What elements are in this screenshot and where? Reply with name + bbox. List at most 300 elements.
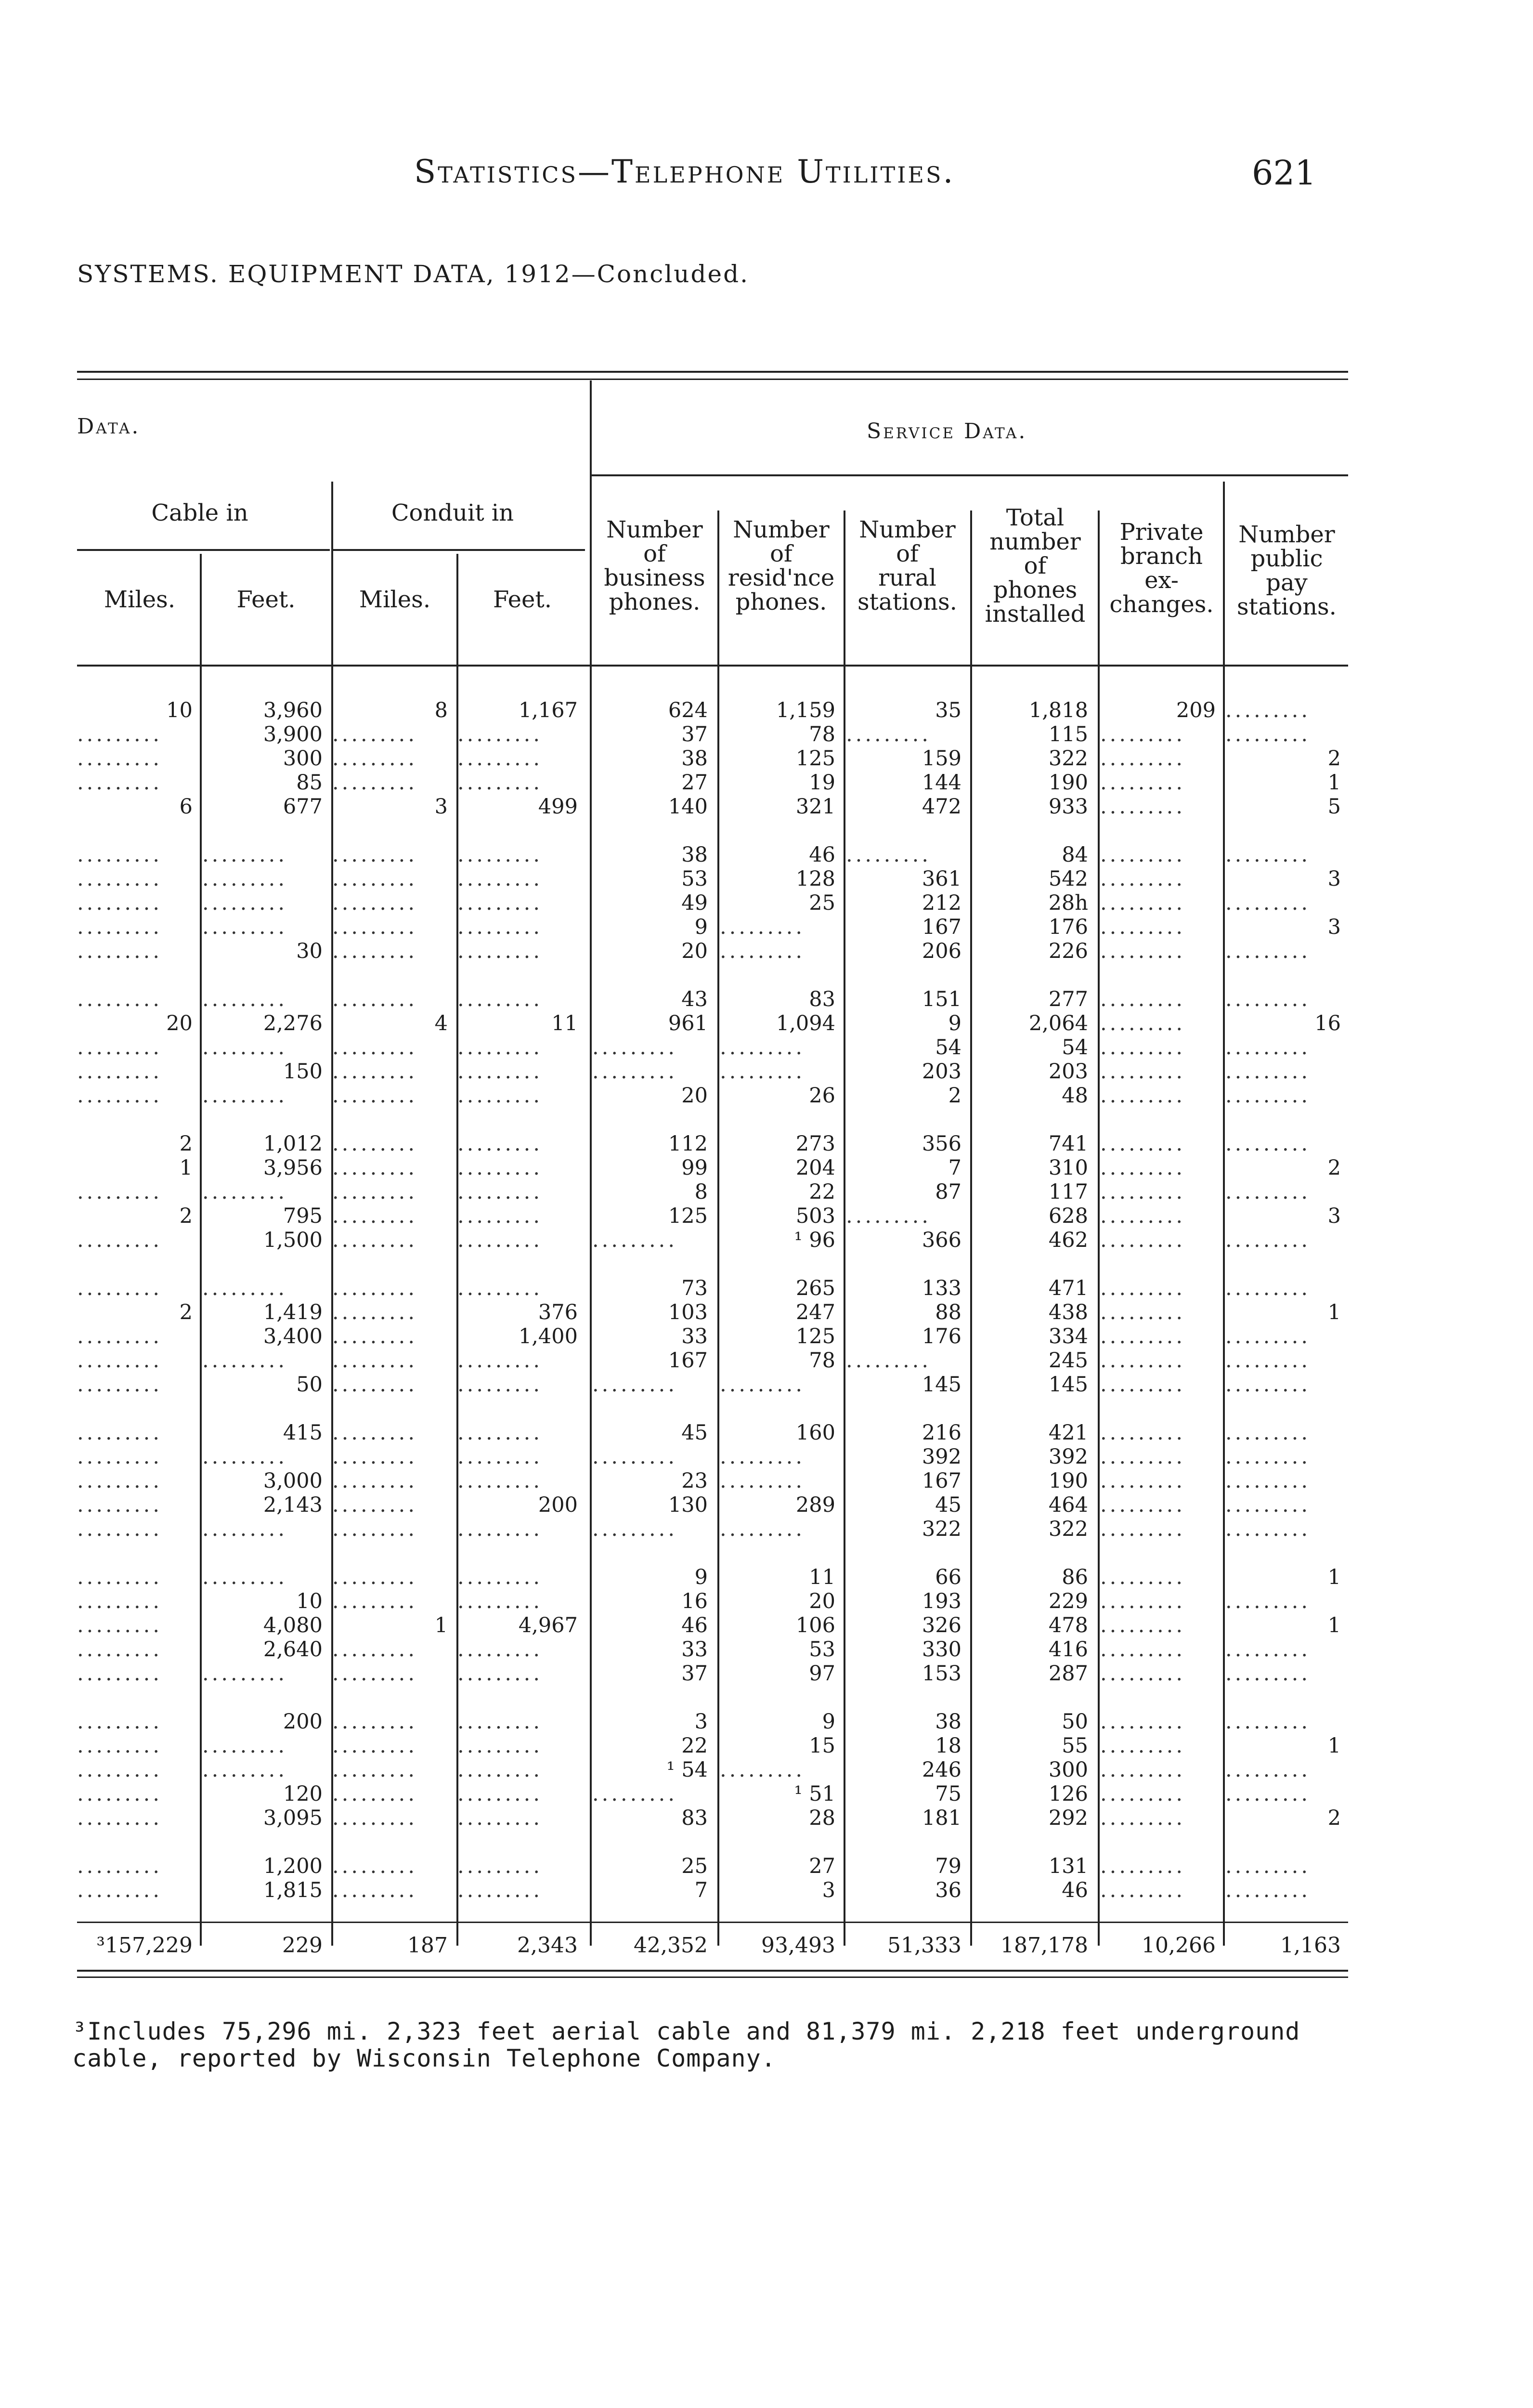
cell-pay-stations: ......... — [1225, 1035, 1311, 1060]
cell-residence-phones: ......... — [720, 939, 805, 963]
cell-private-branch: ......... — [1100, 1324, 1186, 1348]
cell-cable-miles: ......... — [77, 1324, 163, 1348]
cell-cable-feet: 415 — [283, 1421, 323, 1445]
cell-conduit-miles: ......... — [332, 1276, 418, 1300]
cell-pay-stations: ......... — [1225, 722, 1311, 746]
cell-cable-feet: ......... — [202, 843, 288, 867]
cell-phones-installed: 628 — [1048, 1204, 1088, 1228]
cell-rural-stations: 203 — [922, 1060, 961, 1084]
cell-business-phones: 23 — [681, 1469, 708, 1493]
cell-residence-phones: 160 — [795, 1421, 835, 1445]
cell-rural-stations: 322 — [922, 1517, 961, 1541]
cell-phones-installed: 50 — [1062, 1710, 1088, 1734]
cell-rural-stations: 38 — [935, 1710, 961, 1734]
cell-phones-installed: 322 — [1048, 746, 1088, 771]
cell-rural-stations: 326 — [922, 1613, 961, 1637]
cell-business-phones: 25 — [681, 1854, 708, 1878]
cell-private-branch: ......... — [1100, 795, 1186, 819]
cell-residence-phones: ......... — [720, 1758, 805, 1782]
cell-conduit-miles: ......... — [332, 1806, 418, 1830]
cell-cable-feet: 300 — [283, 746, 323, 771]
cell-business-phones: 53 — [681, 867, 708, 891]
table-row — [0, 1782, 1533, 1806]
table-row — [0, 1734, 1533, 1758]
cell-rural-stations: 144 — [922, 771, 961, 795]
cell-cable-feet: 50 — [296, 1373, 323, 1397]
table-row — [0, 1854, 1533, 1878]
cell-conduit-miles: ......... — [332, 1782, 418, 1806]
cell-conduit-miles: ......... — [332, 746, 418, 771]
cell-cable-miles: ......... — [77, 1469, 163, 1493]
cell-business-phones: 112 — [668, 1132, 708, 1156]
cell-cable-feet: 3,960 — [263, 698, 323, 722]
cell-phones-installed: 131 — [1048, 1854, 1088, 1878]
cell-conduit-feet: ......... — [457, 1060, 543, 1084]
cell-phones-installed: 416 — [1048, 1637, 1088, 1662]
cell-conduit-miles: ......... — [332, 891, 418, 915]
cell-cable-feet: 1,012 — [263, 1132, 323, 1156]
cell-phones-installed: 245 — [1048, 1348, 1088, 1373]
total-cable-miles: ³157,229 — [96, 1933, 193, 1958]
cell-private-branch: ......... — [1100, 1662, 1186, 1686]
cell-pay-stations: ......... — [1225, 1132, 1311, 1156]
cell-conduit-miles: ......... — [332, 1035, 418, 1060]
cell-cable-feet: 30 — [296, 939, 323, 963]
cell-pay-stations: ......... — [1225, 1373, 1311, 1397]
cell-business-phones: 37 — [681, 722, 708, 746]
cell-conduit-feet: 200 — [538, 1493, 578, 1517]
cell-private-branch: ......... — [1100, 1517, 1186, 1541]
cell-phones-installed: 478 — [1048, 1613, 1088, 1637]
cell-conduit-miles: ......... — [332, 1084, 418, 1108]
cell-pay-stations: ......... — [1225, 1758, 1311, 1782]
cell-business-phones: 27 — [681, 771, 708, 795]
cell-rural-stations: 167 — [922, 915, 961, 939]
cell-conduit-feet: ......... — [457, 1565, 543, 1589]
cell-conduit-feet: ......... — [457, 1517, 543, 1541]
table-row — [0, 722, 1533, 746]
cell-private-branch: ......... — [1100, 1878, 1186, 1902]
cell-business-phones: 8 — [694, 1180, 708, 1204]
cell-phones-installed: 292 — [1048, 1806, 1088, 1830]
cell-conduit-miles: ......... — [332, 722, 418, 746]
cell-phones-installed: 277 — [1048, 987, 1088, 1011]
cell-conduit-feet: 499 — [538, 795, 578, 819]
cell-phones-installed: 464 — [1048, 1493, 1088, 1517]
cell-conduit-miles: ......... — [332, 1878, 418, 1902]
cell-conduit-feet: ......... — [457, 1662, 543, 1686]
cell-cable-miles: 20 — [166, 1011, 193, 1035]
cell-rural-stations: 159 — [922, 746, 961, 771]
cell-cable-feet: ......... — [202, 1734, 288, 1758]
cell-cable-miles: ......... — [77, 1565, 163, 1589]
cell-residence-phones: 247 — [795, 1300, 835, 1324]
top-rule-inner — [77, 379, 1348, 380]
cell-pay-stations: ......... — [1225, 1084, 1311, 1108]
cell-residence-phones: 25 — [809, 891, 835, 915]
cell-cable-feet: 3,900 — [263, 722, 323, 746]
cell-phones-installed: 287 — [1048, 1662, 1088, 1686]
cell-private-branch: ......... — [1100, 1228, 1186, 1252]
cell-conduit-miles: ......... — [332, 1710, 418, 1734]
cell-phones-installed: 334 — [1048, 1324, 1088, 1348]
header-cable-miles: Miles. — [104, 586, 176, 613]
cell-conduit-feet: ......... — [457, 1276, 543, 1300]
cell-cable-miles: ......... — [77, 1710, 163, 1734]
total-residence: 93,493 — [761, 1933, 835, 1958]
cell-pay-stations: 2 — [1327, 1156, 1341, 1180]
cell-phones-installed: 229 — [1048, 1589, 1088, 1613]
cell-rural-stations: ......... — [846, 1348, 932, 1373]
cell-cable-miles: ......... — [77, 1373, 163, 1397]
cell-rural-stations: 366 — [922, 1228, 961, 1252]
cell-conduit-feet: ......... — [457, 1348, 543, 1373]
cell-cable-feet: ......... — [202, 1084, 288, 1108]
cell-pay-stations: ......... — [1225, 1324, 1311, 1348]
cell-phones-installed: 117 — [1048, 1180, 1088, 1204]
cell-business-phones: 43 — [681, 987, 708, 1011]
cell-pay-stations: ......... — [1225, 1228, 1311, 1252]
total-conduit-feet: 2,343 — [517, 1933, 578, 1958]
table-row — [0, 915, 1533, 939]
cell-rural-stations: 133 — [922, 1276, 961, 1300]
cell-residence-phones: 204 — [795, 1156, 835, 1180]
cell-private-branch: ......... — [1100, 1710, 1186, 1734]
cell-cable-miles: ......... — [77, 1854, 163, 1878]
cell-conduit-miles: ......... — [332, 939, 418, 963]
cell-residence-phones: ......... — [720, 1445, 805, 1469]
cell-cable-feet: 1,419 — [263, 1300, 323, 1324]
table-row — [0, 1276, 1533, 1300]
table-row — [0, 1156, 1533, 1180]
cell-phones-installed: 462 — [1048, 1228, 1088, 1252]
cell-phones-installed: 310 — [1048, 1156, 1088, 1180]
cell-pay-stations: ......... — [1225, 1637, 1311, 1662]
header-pay-stations: Number public pay stations. — [1237, 521, 1337, 620]
cell-cable-feet: 1,200 — [263, 1854, 323, 1878]
cell-conduit-feet: 4,967 — [518, 1613, 578, 1637]
cell-private-branch: ......... — [1100, 891, 1186, 915]
cell-conduit-feet: ......... — [457, 1734, 543, 1758]
cell-cable-miles: ......... — [77, 1228, 163, 1252]
cell-cable-miles: ......... — [77, 1662, 163, 1686]
bottom-rule — [77, 1970, 1348, 1972]
table-row — [0, 1300, 1533, 1324]
cell-phones-installed: 54 — [1062, 1035, 1088, 1060]
cell-conduit-miles: 3 — [434, 795, 448, 819]
cell-private-branch: ......... — [1100, 1300, 1186, 1324]
cell-residence-phones: 20 — [809, 1589, 835, 1613]
cell-residence-phones: ......... — [720, 1373, 805, 1397]
cell-business-phones: 33 — [681, 1637, 708, 1662]
cell-residence-phones: 46 — [809, 843, 835, 867]
cell-conduit-miles: ......... — [332, 843, 418, 867]
cell-residence-phones: 78 — [809, 1348, 835, 1373]
cell-residence-phones: ......... — [720, 1035, 805, 1060]
cell-cable-feet: 3,400 — [263, 1324, 323, 1348]
cell-cable-miles: ......... — [77, 843, 163, 867]
cell-cable-miles: ......... — [77, 867, 163, 891]
cell-phones-installed: 115 — [1048, 722, 1088, 746]
cell-conduit-miles: ......... — [332, 1854, 418, 1878]
cell-cable-feet: 677 — [283, 795, 323, 819]
cell-cable-feet: ......... — [202, 1180, 288, 1204]
header-cable-feet: Feet. — [236, 586, 296, 613]
cell-conduit-miles: ......... — [332, 1421, 418, 1445]
cell-private-branch: ......... — [1100, 771, 1186, 795]
table-row — [0, 1035, 1533, 1060]
cell-conduit-feet: ......... — [457, 1132, 543, 1156]
cell-business-phones: ......... — [592, 1517, 678, 1541]
table-row — [0, 1324, 1533, 1348]
cell-business-phones: 33 — [681, 1324, 708, 1348]
table-row — [0, 1373, 1533, 1397]
cell-conduit-miles: ......... — [332, 1662, 418, 1686]
cell-residence-phones: 97 — [809, 1662, 835, 1686]
table-row — [0, 1493, 1533, 1517]
cell-private-branch: ......... — [1100, 939, 1186, 963]
cell-business-phones: 103 — [668, 1300, 708, 1324]
cell-rural-stations: 35 — [935, 698, 961, 722]
cell-cable-feet: 2,640 — [263, 1637, 323, 1662]
cell-cable-miles: 2 — [179, 1132, 193, 1156]
cell-residence-phones: 11 — [809, 1565, 835, 1589]
cell-cable-miles: ......... — [77, 1782, 163, 1806]
cell-cable-miles: ......... — [77, 1806, 163, 1830]
cell-cable-miles: ......... — [77, 1758, 163, 1782]
cell-conduit-miles: ......... — [332, 1228, 418, 1252]
cell-cable-feet: 3,956 — [263, 1156, 323, 1180]
cell-private-branch: ......... — [1100, 1060, 1186, 1084]
cell-pay-stations: ......... — [1225, 698, 1311, 722]
table-row — [0, 1469, 1533, 1493]
header-conduit-in: Conduit in — [391, 499, 514, 526]
cell-phones-installed: 1,818 — [1028, 698, 1088, 722]
cell-conduit-feet: ......... — [457, 1373, 543, 1397]
table-row — [0, 1084, 1533, 1108]
cell-private-branch: ......... — [1100, 1589, 1186, 1613]
cell-cable-miles: ......... — [77, 1060, 163, 1084]
cell-private-branch: ......... — [1100, 1156, 1186, 1180]
cell-business-phones: 16 — [681, 1589, 708, 1613]
cell-conduit-miles: ......... — [332, 1132, 418, 1156]
cell-conduit-miles: ......... — [332, 1637, 418, 1662]
cell-residence-phones: 289 — [795, 1493, 835, 1517]
cell-business-phones: 130 — [668, 1493, 708, 1517]
cell-conduit-feet: ......... — [457, 722, 543, 746]
table-row — [0, 1806, 1533, 1830]
cell-pay-stations: ......... — [1225, 987, 1311, 1011]
cell-cable-miles: 6 — [179, 795, 193, 819]
cell-business-phones: ......... — [592, 1060, 678, 1084]
cell-conduit-feet: ......... — [457, 1084, 543, 1108]
cell-residence-phones: 53 — [809, 1637, 835, 1662]
table-row — [0, 1204, 1533, 1228]
cell-rural-stations: 392 — [922, 1445, 961, 1469]
cell-business-phones: 3 — [694, 1710, 708, 1734]
table-row — [0, 1348, 1533, 1373]
cell-cable-feet: 795 — [283, 1204, 323, 1228]
total-business: 42,352 — [634, 1933, 708, 1958]
cell-conduit-feet: ......... — [457, 1204, 543, 1228]
cell-cable-miles: ......... — [77, 939, 163, 963]
cell-phones-installed: 438 — [1048, 1300, 1088, 1324]
cell-rural-stations: 176 — [922, 1324, 961, 1348]
cell-pay-stations: ......... — [1225, 1710, 1311, 1734]
cell-residence-phones: 321 — [795, 795, 835, 819]
cell-private-branch: ......... — [1100, 1348, 1186, 1373]
cell-cable-miles: ......... — [77, 771, 163, 795]
cell-pay-stations: ......... — [1225, 1854, 1311, 1878]
cell-conduit-miles: 1 — [434, 1613, 448, 1637]
cell-business-phones: 140 — [668, 795, 708, 819]
cell-rural-stations: 66 — [935, 1565, 961, 1589]
header-conduit-miles: Miles. — [359, 586, 431, 613]
cell-cable-miles: ......... — [77, 1589, 163, 1613]
table-row — [0, 1421, 1533, 1445]
cell-residence-phones: ......... — [720, 915, 805, 939]
cell-pay-stations: 3 — [1327, 915, 1341, 939]
cell-private-branch: ......... — [1100, 867, 1186, 891]
cell-phones-installed: 392 — [1048, 1445, 1088, 1469]
cell-cable-feet: ......... — [202, 1517, 288, 1541]
total-conduit-miles: 187 — [407, 1933, 448, 1958]
cell-conduit-miles: 8 — [434, 698, 448, 722]
table-row — [0, 1445, 1533, 1469]
cell-residence-phones: 1,159 — [776, 698, 835, 722]
table-row — [0, 867, 1533, 891]
cell-rural-stations: 356 — [922, 1132, 961, 1156]
table-row — [0, 1613, 1533, 1637]
cell-conduit-feet: ......... — [457, 1421, 543, 1445]
bottom-rule-inner — [77, 1976, 1348, 1978]
header-bottom-rule — [77, 665, 1348, 667]
section-data: Data. — [77, 414, 141, 439]
cell-pay-stations: ......... — [1225, 1180, 1311, 1204]
cell-residence-phones: 273 — [795, 1132, 835, 1156]
cell-cable-feet: ......... — [202, 1445, 288, 1469]
cell-rural-stations: 361 — [922, 867, 961, 891]
cell-pay-stations: 2 — [1327, 746, 1341, 771]
cell-conduit-feet: ......... — [457, 1854, 543, 1878]
cell-phones-installed: 145 — [1048, 1373, 1088, 1397]
table-row — [0, 1517, 1533, 1541]
cell-cable-feet: 3,095 — [263, 1806, 323, 1830]
cell-rural-stations: 45 — [935, 1493, 961, 1517]
table-row — [0, 843, 1533, 867]
cell-conduit-feet: 1,400 — [518, 1324, 578, 1348]
cell-conduit-feet: ......... — [457, 915, 543, 939]
cell-residence-phones: ¹ 96 — [794, 1228, 835, 1252]
cell-conduit-miles: ......... — [332, 1493, 418, 1517]
cell-residence-phones: 125 — [795, 1324, 835, 1348]
cell-private-branch: ......... — [1100, 1373, 1186, 1397]
section-service: Service Data. — [867, 419, 1027, 444]
cell-private-branch: ......... — [1100, 1782, 1186, 1806]
cell-phones-installed: 55 — [1062, 1734, 1088, 1758]
cell-pay-stations: ......... — [1225, 1662, 1311, 1686]
cell-rural-stations: 2 — [948, 1084, 961, 1108]
cell-pay-stations: 1 — [1327, 1734, 1341, 1758]
total-installed: 187,178 — [1000, 1933, 1088, 1958]
cell-conduit-feet: 1,167 — [518, 698, 578, 722]
cell-residence-phones: 125 — [795, 746, 835, 771]
cell-cable-feet: 2,276 — [263, 1011, 323, 1035]
cell-residence-phones: ......... — [720, 1469, 805, 1493]
cell-business-phones: 7 — [694, 1878, 708, 1902]
cell-cable-miles: ......... — [77, 1613, 163, 1637]
cell-cable-feet: 10 — [296, 1589, 323, 1613]
cell-conduit-feet: 376 — [538, 1300, 578, 1324]
cell-phones-installed: 226 — [1048, 939, 1088, 963]
cell-pay-stations: 1 — [1327, 1565, 1341, 1589]
cell-cable-feet: ......... — [202, 891, 288, 915]
cell-conduit-miles: ......... — [332, 1156, 418, 1180]
totals-row — [0, 1931, 1533, 1960]
cell-business-phones: 167 — [668, 1348, 708, 1373]
table-row — [0, 891, 1533, 915]
cell-private-branch: ......... — [1100, 987, 1186, 1011]
page-number: 621 — [1252, 153, 1316, 193]
cell-private-branch: ......... — [1100, 1276, 1186, 1300]
cell-phones-installed: 421 — [1048, 1421, 1088, 1445]
cell-cable-miles: ......... — [77, 1084, 163, 1108]
cell-conduit-feet: ......... — [457, 1710, 543, 1734]
cell-conduit-miles: ......... — [332, 1300, 418, 1324]
cell-conduit-feet: ......... — [457, 1035, 543, 1060]
total-private-branch: 10,266 — [1142, 1933, 1216, 1958]
cell-cable-miles: ......... — [77, 1878, 163, 1902]
cell-conduit-miles: ......... — [332, 1180, 418, 1204]
cell-rural-stations: 181 — [922, 1806, 961, 1830]
cable-underline — [77, 549, 330, 551]
cell-phones-installed: 190 — [1048, 771, 1088, 795]
cell-phones-installed: 86 — [1062, 1565, 1088, 1589]
cell-rural-stations: ......... — [846, 722, 932, 746]
totals-top-rule — [77, 1922, 1348, 1923]
cell-conduit-feet: ......... — [457, 1806, 543, 1830]
cell-conduit-feet: 11 — [551, 1011, 578, 1035]
cell-pay-stations: 1 — [1327, 1300, 1341, 1324]
cell-rural-stations: 75 — [935, 1782, 961, 1806]
cell-private-branch: ......... — [1100, 722, 1186, 746]
cell-private-branch: ......... — [1100, 746, 1186, 771]
cell-rural-stations: 212 — [922, 891, 961, 915]
cell-cable-feet: 200 — [283, 1710, 323, 1734]
cell-private-branch: ......... — [1100, 1035, 1186, 1060]
cell-cable-feet: 4,080 — [263, 1613, 323, 1637]
cell-business-phones: ......... — [592, 1782, 678, 1806]
cell-business-phones: 73 — [681, 1276, 708, 1300]
cell-pay-stations: ......... — [1225, 1469, 1311, 1493]
cell-conduit-feet: ......... — [457, 1589, 543, 1613]
cell-pay-stations: 16 — [1314, 1011, 1341, 1035]
cell-rural-stations: 87 — [935, 1180, 961, 1204]
cell-private-branch: ......... — [1100, 1421, 1186, 1445]
cell-conduit-feet: ......... — [457, 1758, 543, 1782]
cell-conduit-miles: 4 — [434, 1011, 448, 1035]
table-row — [0, 771, 1533, 795]
cell-conduit-miles: ......... — [332, 1445, 418, 1469]
cell-conduit-feet: ......... — [457, 1228, 543, 1252]
table-row — [0, 1565, 1533, 1589]
cell-private-branch: ......... — [1100, 843, 1186, 867]
cell-cable-feet: 85 — [296, 771, 323, 795]
cell-private-branch: ......... — [1100, 1469, 1186, 1493]
cell-conduit-miles: ......... — [332, 1734, 418, 1758]
cell-conduit-feet: ......... — [457, 1782, 543, 1806]
cell-conduit-miles: ......... — [332, 1469, 418, 1493]
